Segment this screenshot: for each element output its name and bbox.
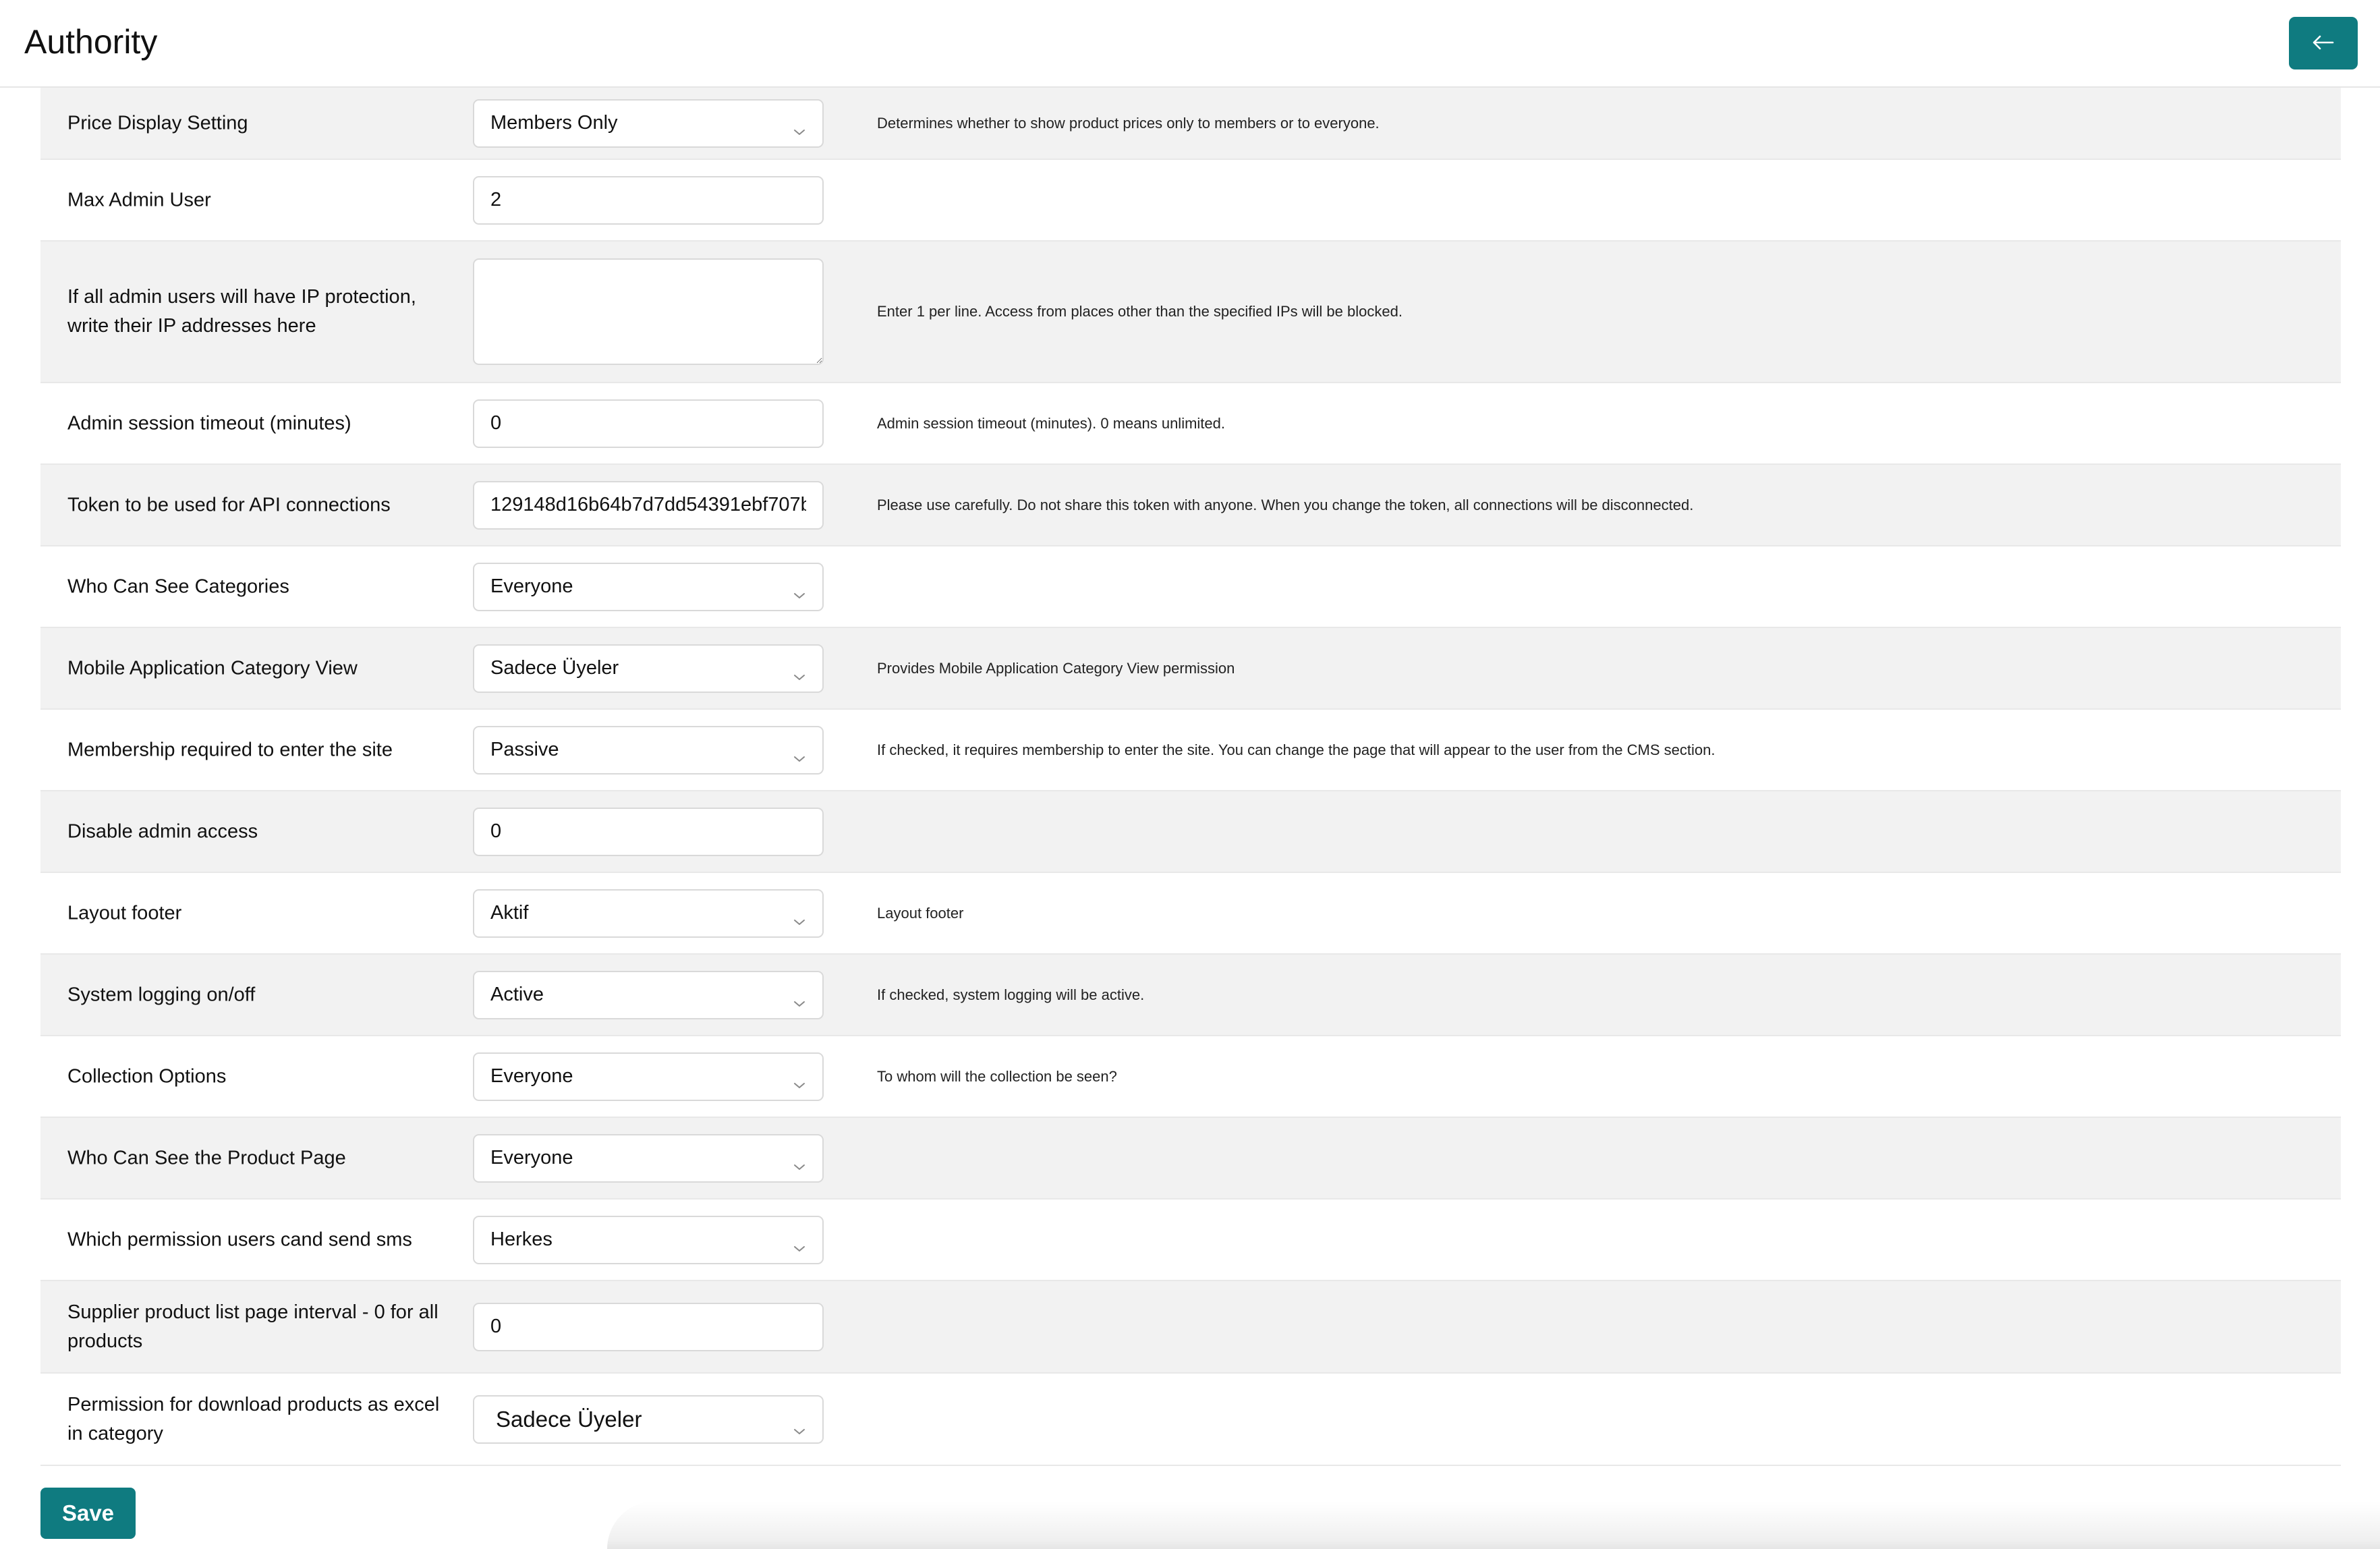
setting-select[interactable] [473,644,824,693]
settings-row [40,1281,2341,1374]
setting-help-text: To whom will the collection be seen? [877,1067,1117,1085]
setting-label: Max Admin User [67,189,211,210]
settings-row [40,88,2341,160]
select-value: Sadece Üyeler [490,657,619,679]
settings-row [40,1036,2341,1118]
settings-row [40,873,2341,955]
settings-row [40,710,2341,791]
setting-input[interactable] [473,481,824,530]
save-button[interactable]: Save [40,1488,136,1539]
setting-label: Layout footer [67,902,182,924]
setting-select[interactable] [473,726,824,774]
back-button[interactable] [2289,17,2358,69]
setting-help-text: Determines whether to show product prices only to members or to everyone. [877,114,1380,132]
chevron-down-icon [793,583,806,591]
setting-help-text: Please use carefully. Do not share this token with anyone. When you change the token, all connections will be disconnected. [877,496,1694,513]
setting-help-text: Provides Mobile Application Category View permission [877,659,1235,677]
setting-select[interactable] [473,563,824,611]
setting-label: Who Can See the Product Page [67,1147,346,1168]
setting-input[interactable] [473,808,824,856]
setting-label: If all admin users will have IP protection, write their IP addresses here [67,286,416,337]
settings-row [40,1374,2341,1466]
page-shadow [607,1501,2380,1549]
setting-help-text: Layout footer [877,904,964,922]
chevron-down-icon [793,1154,806,1162]
setting-help-text: If checked, system logging will be active. [877,986,1145,1003]
select-value: Herkes [490,1229,552,1250]
page-header [0,0,2380,88]
setting-label: Price Display Setting [67,112,248,134]
select-value: Aktif [490,902,529,924]
chevron-down-icon [793,991,806,999]
chevron-down-icon [793,909,806,918]
select-value: Passive [490,739,559,760]
chevron-down-icon [793,665,806,673]
setting-select[interactable] [473,1052,824,1101]
select-value: Everyone [490,1147,573,1168]
settings-row [40,1200,2341,1281]
setting-label: Token to be used for API connections [67,494,391,515]
settings-row [40,465,2341,546]
setting-select[interactable] [473,1134,824,1183]
settings-row [40,242,2341,383]
setting-input[interactable] [473,1303,824,1351]
select-value: Sadece Üyeler [496,1406,642,1432]
select-value: Members Only [490,112,618,134]
settings-row [40,546,2341,628]
page-title: Authority [24,23,158,61]
settings-row [40,383,2341,465]
chevron-down-icon [793,746,806,754]
setting-label: Collection Options [67,1065,227,1087]
chevron-down-icon [793,1415,806,1424]
setting-select[interactable] [473,99,824,148]
setting-label: Which permission users cand send sms [67,1229,412,1250]
settings-row [40,1118,2341,1200]
arrow-left-icon [2313,35,2334,52]
setting-help-text: Admin session timeout (minutes). 0 means unlimited. [877,414,1225,432]
setting-input[interactable] [473,176,824,225]
chevron-down-icon [793,119,806,128]
setting-label: Permission for download products as excel in category [67,1393,440,1444]
setting-help-text: Enter 1 per line. Access from places other than the specified IPs will be blocked. [877,303,1402,320]
setting-label: Disable admin access [67,820,258,842]
setting-input[interactable] [473,399,824,448]
setting-label: Membership required to enter the site [67,739,393,760]
setting-help-text: If checked, it requires membership to enter the site. You can change the page that will appear to the user from the CMS section. [877,741,1716,758]
setting-label: System logging on/off [67,984,256,1005]
chevron-down-icon [793,1236,806,1244]
settings-row [40,160,2341,242]
setting-label: Who Can See Categories [67,575,289,597]
settings-row [40,791,2341,873]
ip-addresses-textarea[interactable] [473,258,824,365]
chevron-down-icon [793,1073,806,1081]
setting-select[interactable] [473,971,824,1019]
settings-row [40,628,2341,710]
select-value: Everyone [490,575,573,597]
setting-select[interactable] [473,1395,824,1444]
setting-select[interactable] [473,1216,824,1264]
setting-label: Mobile Application Category View [67,657,358,679]
settings-row [40,955,2341,1036]
select-value: Everyone [490,1065,573,1087]
settings-form [40,88,2341,1466]
select-value: Active [490,984,544,1005]
setting-select[interactable] [473,889,824,938]
setting-label: Admin session timeout (minutes) [67,412,351,434]
setting-label: Supplier product list page interval - 0 for all products [67,1301,438,1352]
